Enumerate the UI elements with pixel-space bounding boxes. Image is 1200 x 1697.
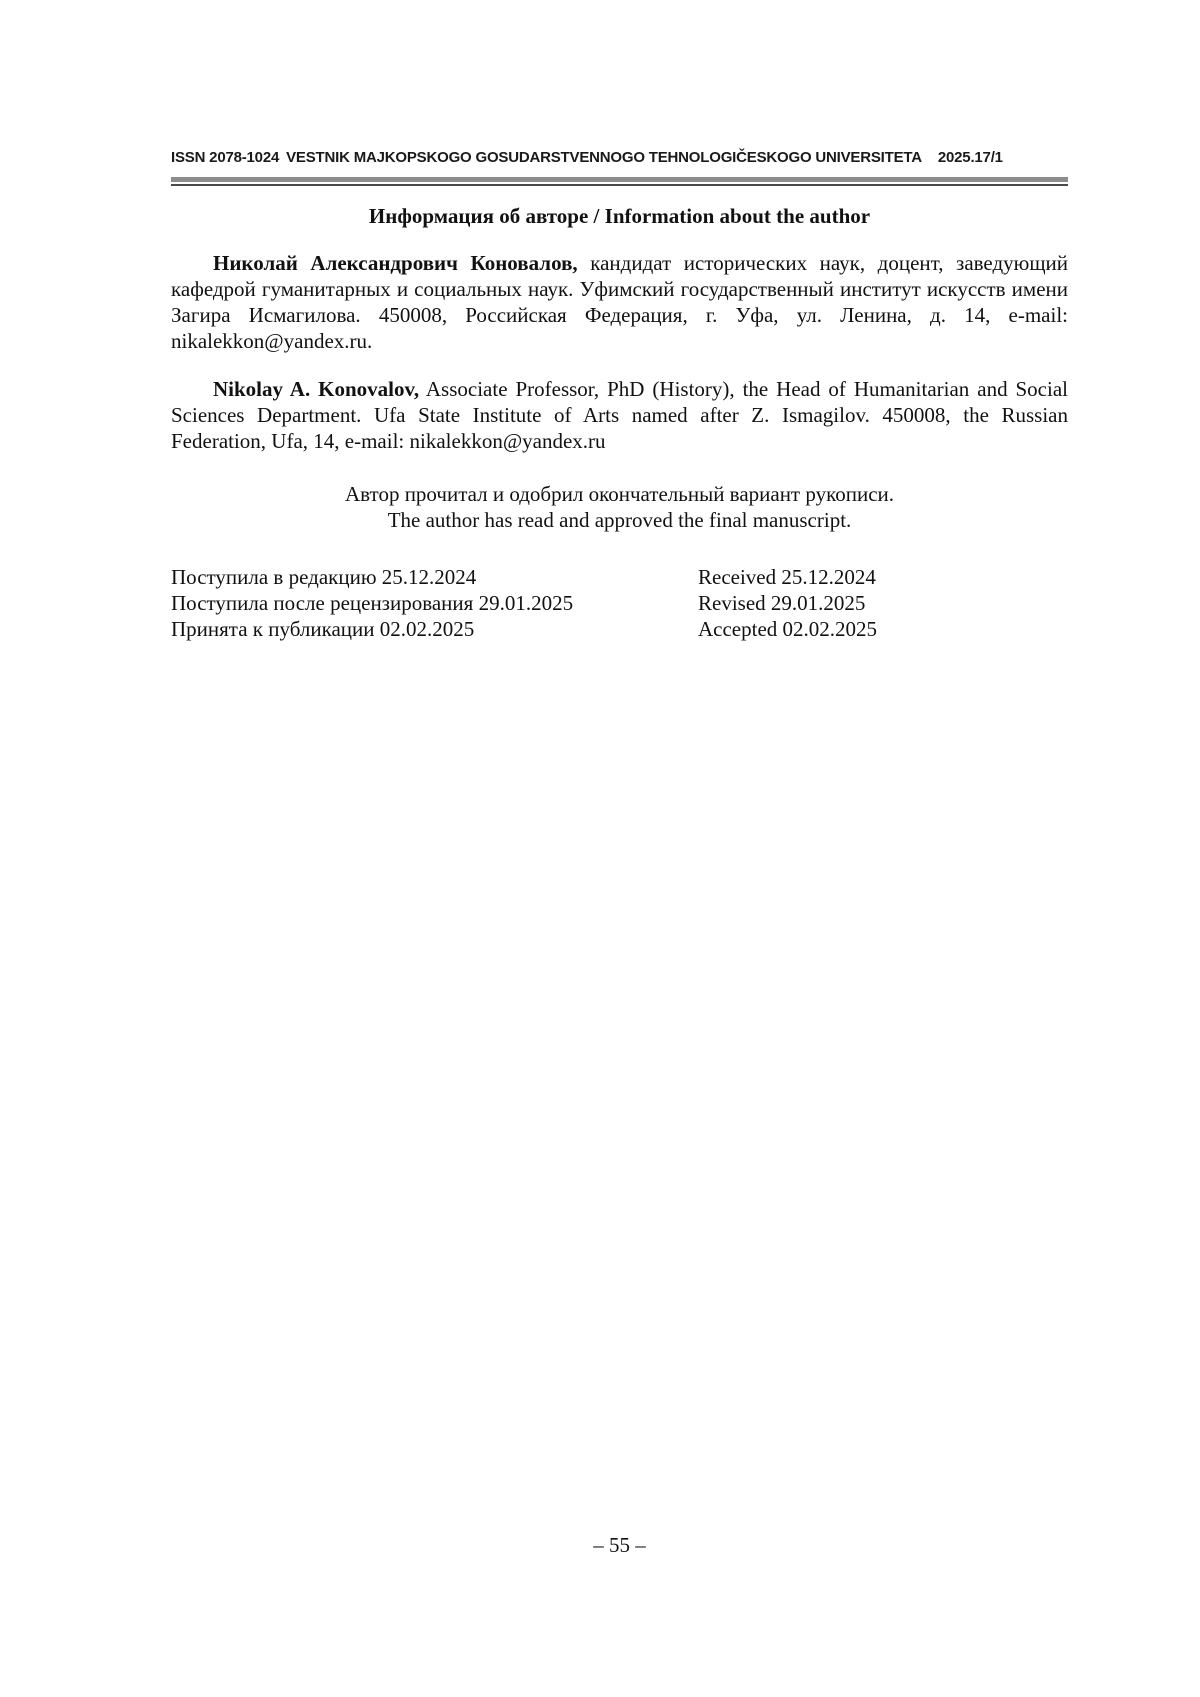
- approval-statement: [171, 481, 1068, 533]
- approval-ru: Автор прочитал и одобрил окончательный вариант рукописи.: [344, 482, 895, 506]
- date-accepted-ru: Принята к публикации 02.02.2025: [171, 617, 475, 641]
- dates-en: [698, 564, 877, 642]
- author-name-en: Nikolay A. Konovalov,: [213, 377, 420, 401]
- header-journal-title: VESTNIK MAJKOPSKOGO GOSUDARSTVENNOGO TEHNOLOGIČESKOGO UNIVERSITETA: [286, 149, 922, 166]
- author-info-ru: [171, 250, 1068, 354]
- author-details-ru: кандидат исторических наук, доцент, заведующий кафедрой гуманитарных и социальных наук. Уфимский государственный институт искусств имени Загира Исмагилова. 450008, Российская Федерация, г. Уфа, ул. Ленина, д. 14, e-mail: nikalekkon@yandex.ru.: [171, 251, 1068, 353]
- date-received-ru: Поступила в редакцию 25.12.2024: [171, 565, 477, 589]
- header-rule-thin: [171, 184, 1068, 186]
- date-revised-en: Revised 29.01.2025: [698, 591, 866, 615]
- page-number: – 55 –: [593, 1533, 646, 1557]
- date-received-en: Received 25.12.2024: [698, 565, 876, 589]
- author-info-en: [171, 376, 1068, 454]
- header-issn: ISSN 2078-1024: [171, 149, 280, 166]
- section-title: Информация об авторе / Information about the author: [368, 204, 871, 228]
- author-name-ru: Николай Александрович Коновалов,: [213, 251, 578, 275]
- date-accepted-en: Accepted 02.02.2025: [698, 617, 878, 641]
- date-revised-ru: Поступила после рецензирования 29.01.2025: [171, 591, 574, 615]
- dates-ru: [171, 564, 573, 642]
- header-rule-thick: [171, 177, 1068, 182]
- running-header: [171, 149, 1068, 166]
- author-details-en: Associate Professor, PhD (History), the Head of Humanitarian and Social Sciences Department. Ufa State Institute of Arts named after Z. Ismagilov. 450008, the Russian Federation, Ufa, 14, e-mail: nikalekkon@yandex.ru: [171, 377, 1068, 453]
- header-issue: 2025.17/1: [937, 149, 1003, 166]
- approval-en: The author has read and approved the final manuscript.: [387, 508, 852, 532]
